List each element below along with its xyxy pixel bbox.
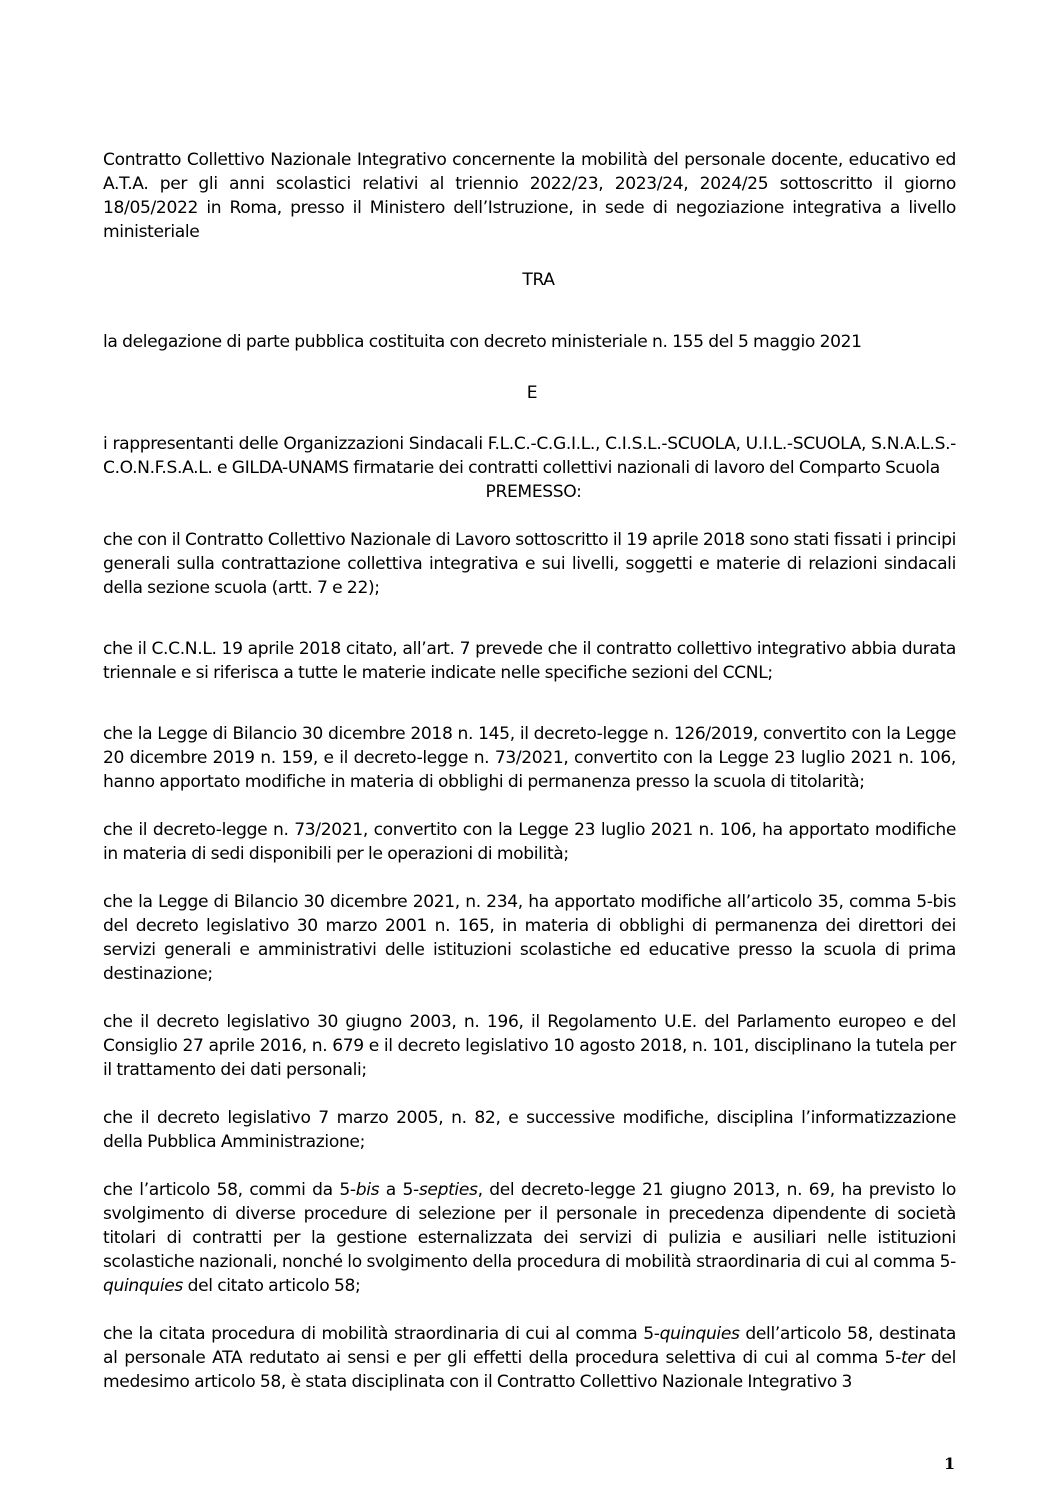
p8-text-d: a bbox=[379, 1180, 403, 1200]
p8-text-e: 5- bbox=[402, 1180, 419, 1200]
premise-paragraph-6: che il decreto legislativo 30 giugno 2003, n. 196, il Regolamento U.E. del Parlamento europeo e del Consiglio 27 aprile 2016, n. 679 e il decreto legislativo 10 agosto 2018, n. 101, disciplinano la tutela per il trattamento dei dati personali; bbox=[103, 1012, 956, 1080]
p8-italic-septies: septies bbox=[418, 1180, 478, 1200]
e-heading: E bbox=[526, 383, 538, 403]
tra-heading: TRA bbox=[522, 270, 555, 290]
p9-text-d: dell’articolo 58, destinata al personale ATA redutato ai sensi e per gli effetti della procedura selettiva di cui al comma bbox=[103, 1324, 956, 1368]
p9-italic-ter: ter bbox=[901, 1348, 925, 1368]
document-body bbox=[103, 148, 956, 1394]
p8-text-a: che l’articolo 58, commi da bbox=[103, 1180, 340, 1200]
delegation-paragraph: la delegazione di parte pubblica costituita con decreto ministeriale n. 155 del 5 maggio 2021 bbox=[103, 332, 862, 352]
p9-text-g: del medesimo articolo 58, è stata disciplinata con il Contratto Collettivo Nazionale Integrativo 3 bbox=[103, 1348, 956, 1392]
premise-paragraph-1: che con il Contratto Collettivo Nazionale di Lavoro sottoscritto il 19 aprile 2018 sono stati fissati i principi generali sulla contrattazione collettiva integrativa e sui livelli, soggetti e materie di relazioni sindacali della sezione scuola (artt. 7 e 22); bbox=[103, 530, 956, 598]
premise-paragraph-9 bbox=[103, 1322, 956, 1394]
representatives-paragraph: i rappresentanti delle Organizzazioni Sindacali F.L.C.-C.G.I.L., C.I.S.L.-SCUOLA, U.I.L.-SCUOLA, S.N.A.L.S.- C.O.N.F.S.A.L. e GILDA-UNAMS firmatarie dei contratti collettivi nazionali di lavoro del Comparto Scuola bbox=[103, 434, 956, 478]
premise-paragraph-8 bbox=[103, 1178, 956, 1298]
page-number: 1 bbox=[944, 1454, 956, 1473]
p9-text-a: che la citata procedura di mobilità straordinaria di cui al comma bbox=[103, 1324, 644, 1344]
p8-text-b: 5- bbox=[339, 1180, 356, 1200]
intro-paragraph: Contratto Collettivo Nazionale Integrativo concernente la mobilità del personale docente, educativo ed A.T.A. per gli anni scolastici relativi al triennio 2022/23, 2023/24, 2024/25 sottoscritto il giorno 18/05/2022 in Roma, presso il Ministero dell’Istruzione, in sede di negoziazione integrativa a livello ministeriale bbox=[103, 150, 956, 242]
premise-paragraph-2: che il C.C.N.L. 19 aprile 2018 citato, all’art. 7 prevede che il contratto collettivo integrativo abbia durata triennale e si riferisca a tutte le materie indicate nelle specifiche sezioni del CCNL; bbox=[103, 639, 956, 683]
premise-paragraph-5: che la Legge di Bilancio 30 dicembre 2021, n. 234, ha apportato modifiche all’articolo 35, comma 5-bis del decreto legislativo 30 marzo 2001 n. 165, in materia di obblighi di permanenza dei direttori dei servizi generali e amministrativi delle istituzioni scolastiche ed educative presso la scuola di prima destinazione; bbox=[103, 892, 956, 984]
p9-text-b: 5- bbox=[643, 1324, 660, 1344]
p8-text-g: , del decreto-legge 21 giugno 2013, n. 69, ha previsto lo svolgimento di diverse procedure di selezione per il personale in precedenza dipendente di società titolari di contratti per la gestione esternalizzata dei servizi di pulizia e ausiliari nelle istituzioni scolastiche nazionali, nonché lo svolgimento della procedura di mobilità straordinaria di cui al comma bbox=[103, 1180, 956, 1272]
premise-paragraph-7: che il decreto legislativo 7 marzo 2005, n. 82, e successive modifiche, disciplina l’informatizzazione della Pubblica Amministrazione; bbox=[103, 1108, 956, 1152]
premise-paragraph-4: che il decreto-legge n. 73/2021, convertito con la Legge 23 luglio 2021 n. 106, ha apportato modifiche in materia di sedi disponibili per le operazioni di mobilità; bbox=[103, 820, 956, 864]
p8-italic-bis: bis bbox=[355, 1180, 380, 1200]
premesso-heading: PREMESSO: bbox=[485, 482, 582, 502]
premise-paragraph-3: che la Legge di Bilancio 30 dicembre 2018 n. 145, il decreto-legge n. 126/2019, convertito con la Legge 20 dicembre 2019 n. 159, e il decreto-legge n. 73/2021, convertito con la Legge 23 luglio 2021 n. 106, hanno apportato modifiche in materia di obblighi di permanenza presso la scuola di titolarità; bbox=[103, 724, 956, 792]
p8-text-j: del citato articolo 58; bbox=[182, 1276, 361, 1296]
p9-text-e: 5- bbox=[884, 1348, 901, 1368]
p8-text-h: 5- bbox=[939, 1252, 956, 1272]
p8-italic-quinquies: quinquies bbox=[103, 1276, 183, 1296]
p9-italic-quinquies: quinquies bbox=[659, 1324, 740, 1344]
